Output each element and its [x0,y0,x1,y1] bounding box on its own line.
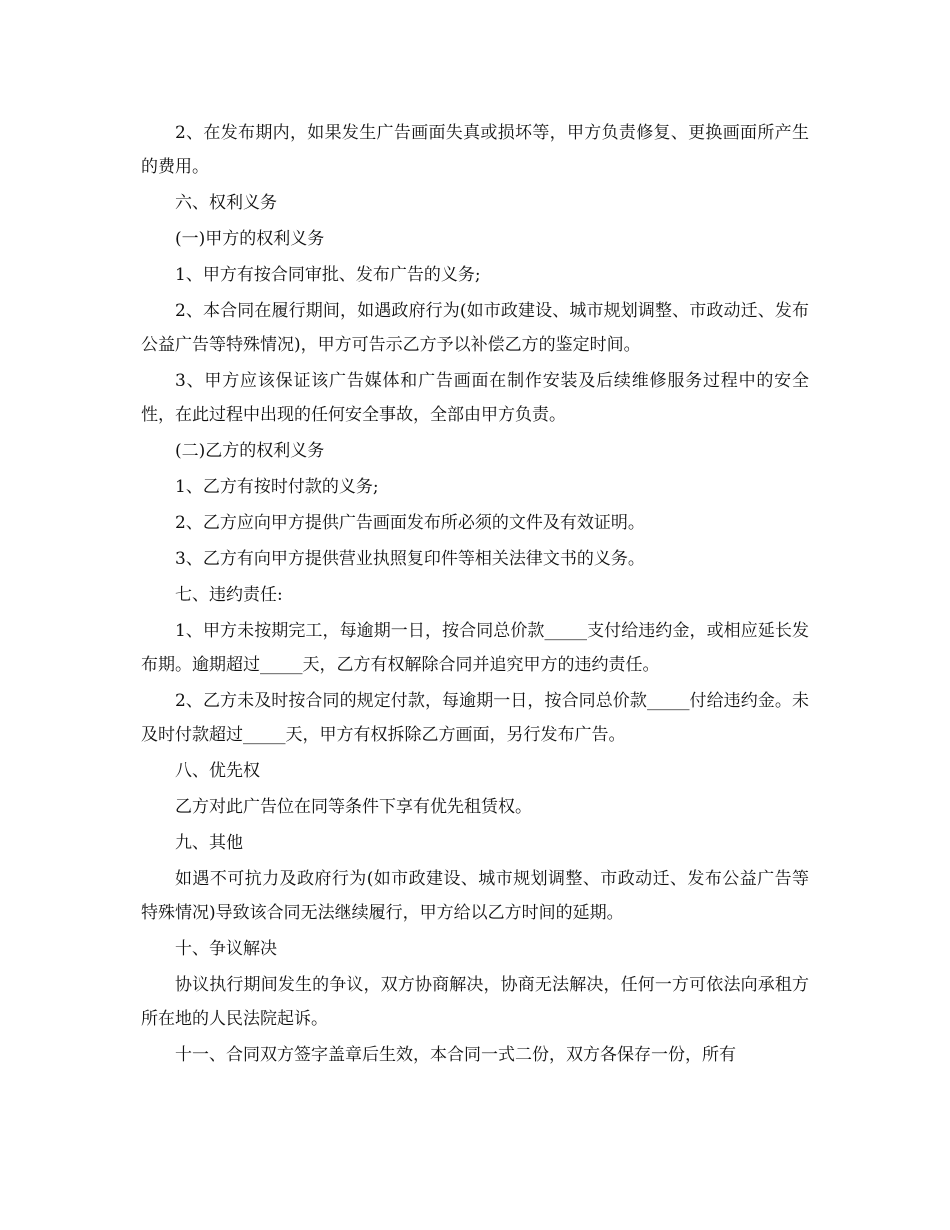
paragraph: 3、乙方有向甲方提供营业执照复印件等相关法律文书的义务。 [175,549,645,569]
paragraph: 1、乙方有按时付款的义务; [175,477,379,497]
paragraph: 2、乙方未及时按合同的规定付款，每逾期一日，按合同总价款_____付给违约金。未及时付款超过_____天，甲方有权拆除乙方画面，另行发布广告。 [141,691,809,745]
paragraph: 2、在发布期内，如果发生广告画面失真或损坏等，甲方负责修复、更换画面所产生的费用。 [141,123,809,177]
section-heading: 七、违约责任: [175,585,283,605]
section-heading: 十、争议解决 [175,939,277,959]
section-heading: 六、权利义务 [175,193,277,213]
paragraph: 2、乙方应向甲方提供广告画面发布所必须的文件及有效证明。 [175,513,645,533]
paragraph: 3、甲方应该保证该广告媒体和广告画面在制作安装及后续维修服务过程中的安全性，在此过程中出现的任何安全事故，全部由甲方负责。 [141,371,809,425]
section-heading: 九、其他 [175,833,243,853]
subsection-heading: (一)甲方的权利义务 [175,229,325,249]
paragraph: 乙方对此广告位在同等条件下享有优先租赁权。 [175,797,532,817]
paragraph: 1、甲方未按期完工，每逾期一日，按合同总价款_____支付给违约金，或相应延长发布期。逾期超过_____天，乙方有权解除合同并追究甲方的违约责任。 [141,621,809,675]
paragraph: 十一、合同双方签字盖章后生效，本合同一式二份，双方各保存一份，所有 [175,1045,736,1065]
paragraph: 如遇不可抗力及政府行为(如市政建设、城市规划调整、市政动迁、发布公益广告等特殊情况)导致该合同无法继续履行，甲方给以乙方时间的延期。 [141,869,809,923]
section-heading: 八、优先权 [175,761,260,781]
paragraph: 协议执行期间发生的争议，双方协商解决，协商无法解决，任何一方可依法向承租方所在地的人民法院起诉。 [141,975,809,1029]
document-body [141,116,809,1074]
paragraph: 2、本合同在履行期间，如遇政府行为(如市政建设、城市规划调整、市政动迁、发布公益广告等特殊情况)，甲方可告示乙方予以补偿乙方的鉴定时间。 [141,301,809,355]
subsection-heading: (二)乙方的权利义务 [175,441,325,461]
paragraph: 1、甲方有按合同审批、发布广告的义务; [175,265,481,285]
